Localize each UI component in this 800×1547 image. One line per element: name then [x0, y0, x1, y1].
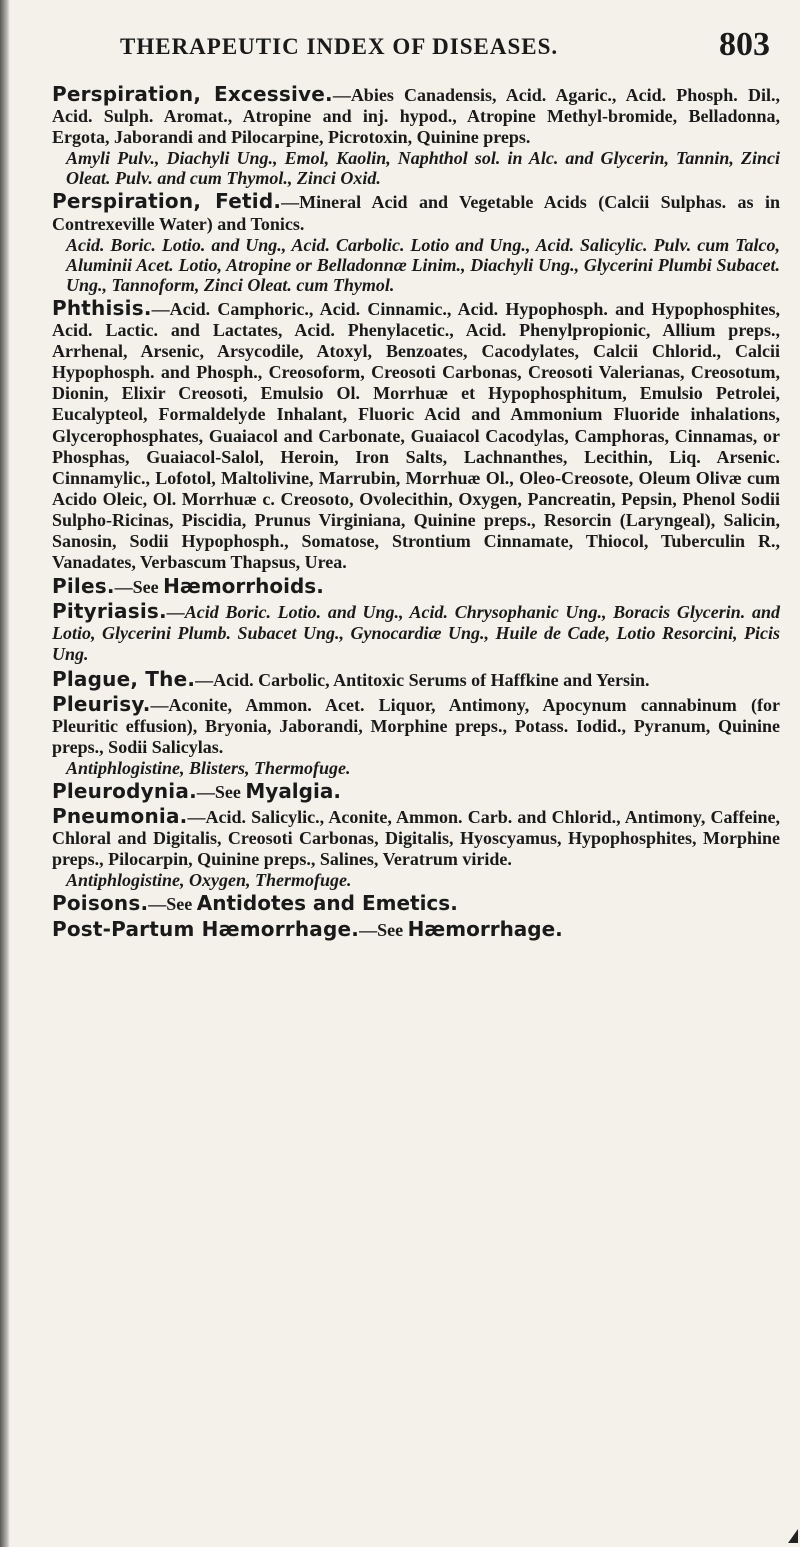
page-binding-shadow [0, 0, 10, 1547]
entry-term: Poisons. [52, 891, 149, 916]
entry-remedies: —See [359, 919, 408, 940]
entry-remedies: —Aconite, Ammon. Acet. Liquor, Antimony, Apocynum cannabinum (for Pleuritic effusion), Bryonia, Jaborandi, Morphine preps., Potass. Iodid., Pyranum, Quinine preps., Sodii Salicylas. [52, 694, 780, 757]
index-entry [52, 806, 780, 890]
index-entry [52, 893, 780, 915]
index-entry [52, 601, 780, 665]
entry-term: Pleurodynia. [52, 779, 197, 803]
entry-remedies: —See [148, 894, 197, 915]
entry-term: Perspiration, Fetid. [52, 189, 282, 214]
entry-term: Perspiration, Excessive. [52, 82, 333, 106]
cross-reference: Antidotes and Emetics. [196, 891, 458, 916]
entry-external-remedies: Antiphlogistine, Blisters, Thermofuge. [66, 757, 351, 778]
entry-external-remedies: Antiphlogistine, Oxygen, Thermofuge. [66, 870, 352, 891]
entry-remedies: —Abies Canadensis, Acid. Agaric., Acid. Phosph. Dil., Acid. Sulph. Aromat., Atropine and inj. hypod., Atropine Methyl-bromide, Belladonna, Ergota, Jaborandi and Pilocarpine, Picrotoxin, Quinine preps. [52, 85, 780, 148]
index-entry [52, 916, 780, 941]
running-header [80, 14, 770, 64]
page-number: 803 [719, 26, 770, 63]
entry-term: Pleurisy. [52, 691, 151, 716]
index-content [52, 84, 780, 944]
page-corner-mark [788, 1529, 798, 1543]
entry-remedies: —See [196, 782, 246, 802]
entry-remedies: —Acid. Salicylic., Aconite, Ammon. Carb. and Chlorid., Antimony, Caffeine, Chloral and Digitalis, Creosoti Carbonas, Digitalis, Hyoscyamus, Hypophosphites, Morphine preps., Pilocarpin, Quinine preps., Salines, Veratrum viride. [52, 807, 780, 870]
entry-external-remedies: Amyli Pulv., Diachyli Ung., Emol, Kaolin, Naphthol sol. in Alc. and Glycerin, Tannin, Zinci Oleat. Pulv. and cum Thymol., Zinci Oxid. [66, 148, 780, 189]
index-entry [52, 191, 780, 294]
cross-reference: Hæmorrhage. [407, 916, 563, 941]
entry-term: Plague, The. [52, 666, 196, 691]
index-entry [52, 691, 780, 778]
index-entry [52, 666, 780, 691]
entry-remedies: —See [114, 577, 164, 598]
entry-term: Phthisis. [52, 295, 152, 320]
header-title: THERAPEUTIC INDEX OF DISEASES. [120, 34, 559, 59]
cross-reference: Hæmorrhoids. [163, 574, 324, 599]
entry-term: Piles. [52, 574, 115, 599]
entry-remedies: —Acid Boric. Lotio. and Ung., Acid. Chrysophanic Ung., Boracis Glycerin. and Lotio, Glycerini Plumb. Subacet Ung., Gynocardiæ Ung., Huile de Cade, Lotio Resorcini, Picis Ung. [52, 602, 780, 665]
entry-term: Pityriasis. [52, 599, 167, 624]
index-entry [52, 84, 780, 188]
entry-remedies: —Acid. Camphoric., Acid. Cinnamic., Acid. Hypophosph. and Hypophosphites, Acid. Lactic. and Lactates, Acid. Phenylacetic., Acid. Phenylpropionic, Allium preps., Arrhenal, Arsenic, Arsycodile, Atoxyl, Benzoates, Cacodylates, Calcii Chlorid., Calcii Hypophosph. and Phosph., Creosoform, Creosoti Carbonas, Creosoti Valerianas, Creosotum, Dionin, Elixir Creosoti, Emulsio Ol. Morrhuæ et Hypophosphitum, Emulsio Petrolei, Eucalypteol, Formaldelyde Inhalant, Fluoric Acid and Ammonium Fluoride inhalations, Glycerophosphates, Guaiacol and Carbonate, Guaiacol Cacodylas, Camphoras, Cinnamas, or Phosphas, Guaiacol-Salol, Heroin, Iron Salts, Lachnanthes, Lecithin, Liq. Arsenic. Cinnamylic., Lofotol, Maltolivine, Marrubin, Morrhuæ Ol., Oleo-Creosote, Oleum Olivæ cum Acido Oleic, Ol. Morrhuæ c. Creosoto, Ovolecithin, Oxygen, Pancreatin, Pepsin, Phenol Sodii Sulpho-Ricinas, Piscidia, Prunus Virginiana, Quinine preps., Resorcin (Laryngeal), Salicin, Sanosin, Sodii Hypophosph., Somatose, Strontium Cinnamate, Thiocol, Tuberculin R., Vanadates, Verbascum Thapsus, Urea. [52, 298, 780, 573]
index-entry [52, 576, 780, 598]
entry-external-remedies: Acid. Boric. Lotio. and Ung., Acid. Carbolic. Lotio and Ung., Acid. Salicylic. Pulv. cum Talco, Aluminii Acet. Lotio, Atropine or Belladonnæ Linim., Diachyli Ung., Glycerini Plumbi Subacet. Ung., Tannoform, Zinci Oleat. cum Thymol. [66, 234, 780, 295]
index-entry [52, 781, 780, 803]
entry-term: Pneumonia. [52, 804, 188, 829]
index-entry [52, 295, 780, 573]
cross-reference: Myalgia. [245, 779, 341, 803]
entry-term: Post-Partum Hæmorrhage. [52, 916, 360, 941]
entry-remedies: —Acid. Carbolic, Antitoxic Serums of Haffkine and Yersin. [195, 669, 650, 690]
entry-remedies: —Mineral Acid and Vegetable Acids (Calcii Sulphas. as in Contrexeville Water) and Tonics. [52, 192, 780, 234]
